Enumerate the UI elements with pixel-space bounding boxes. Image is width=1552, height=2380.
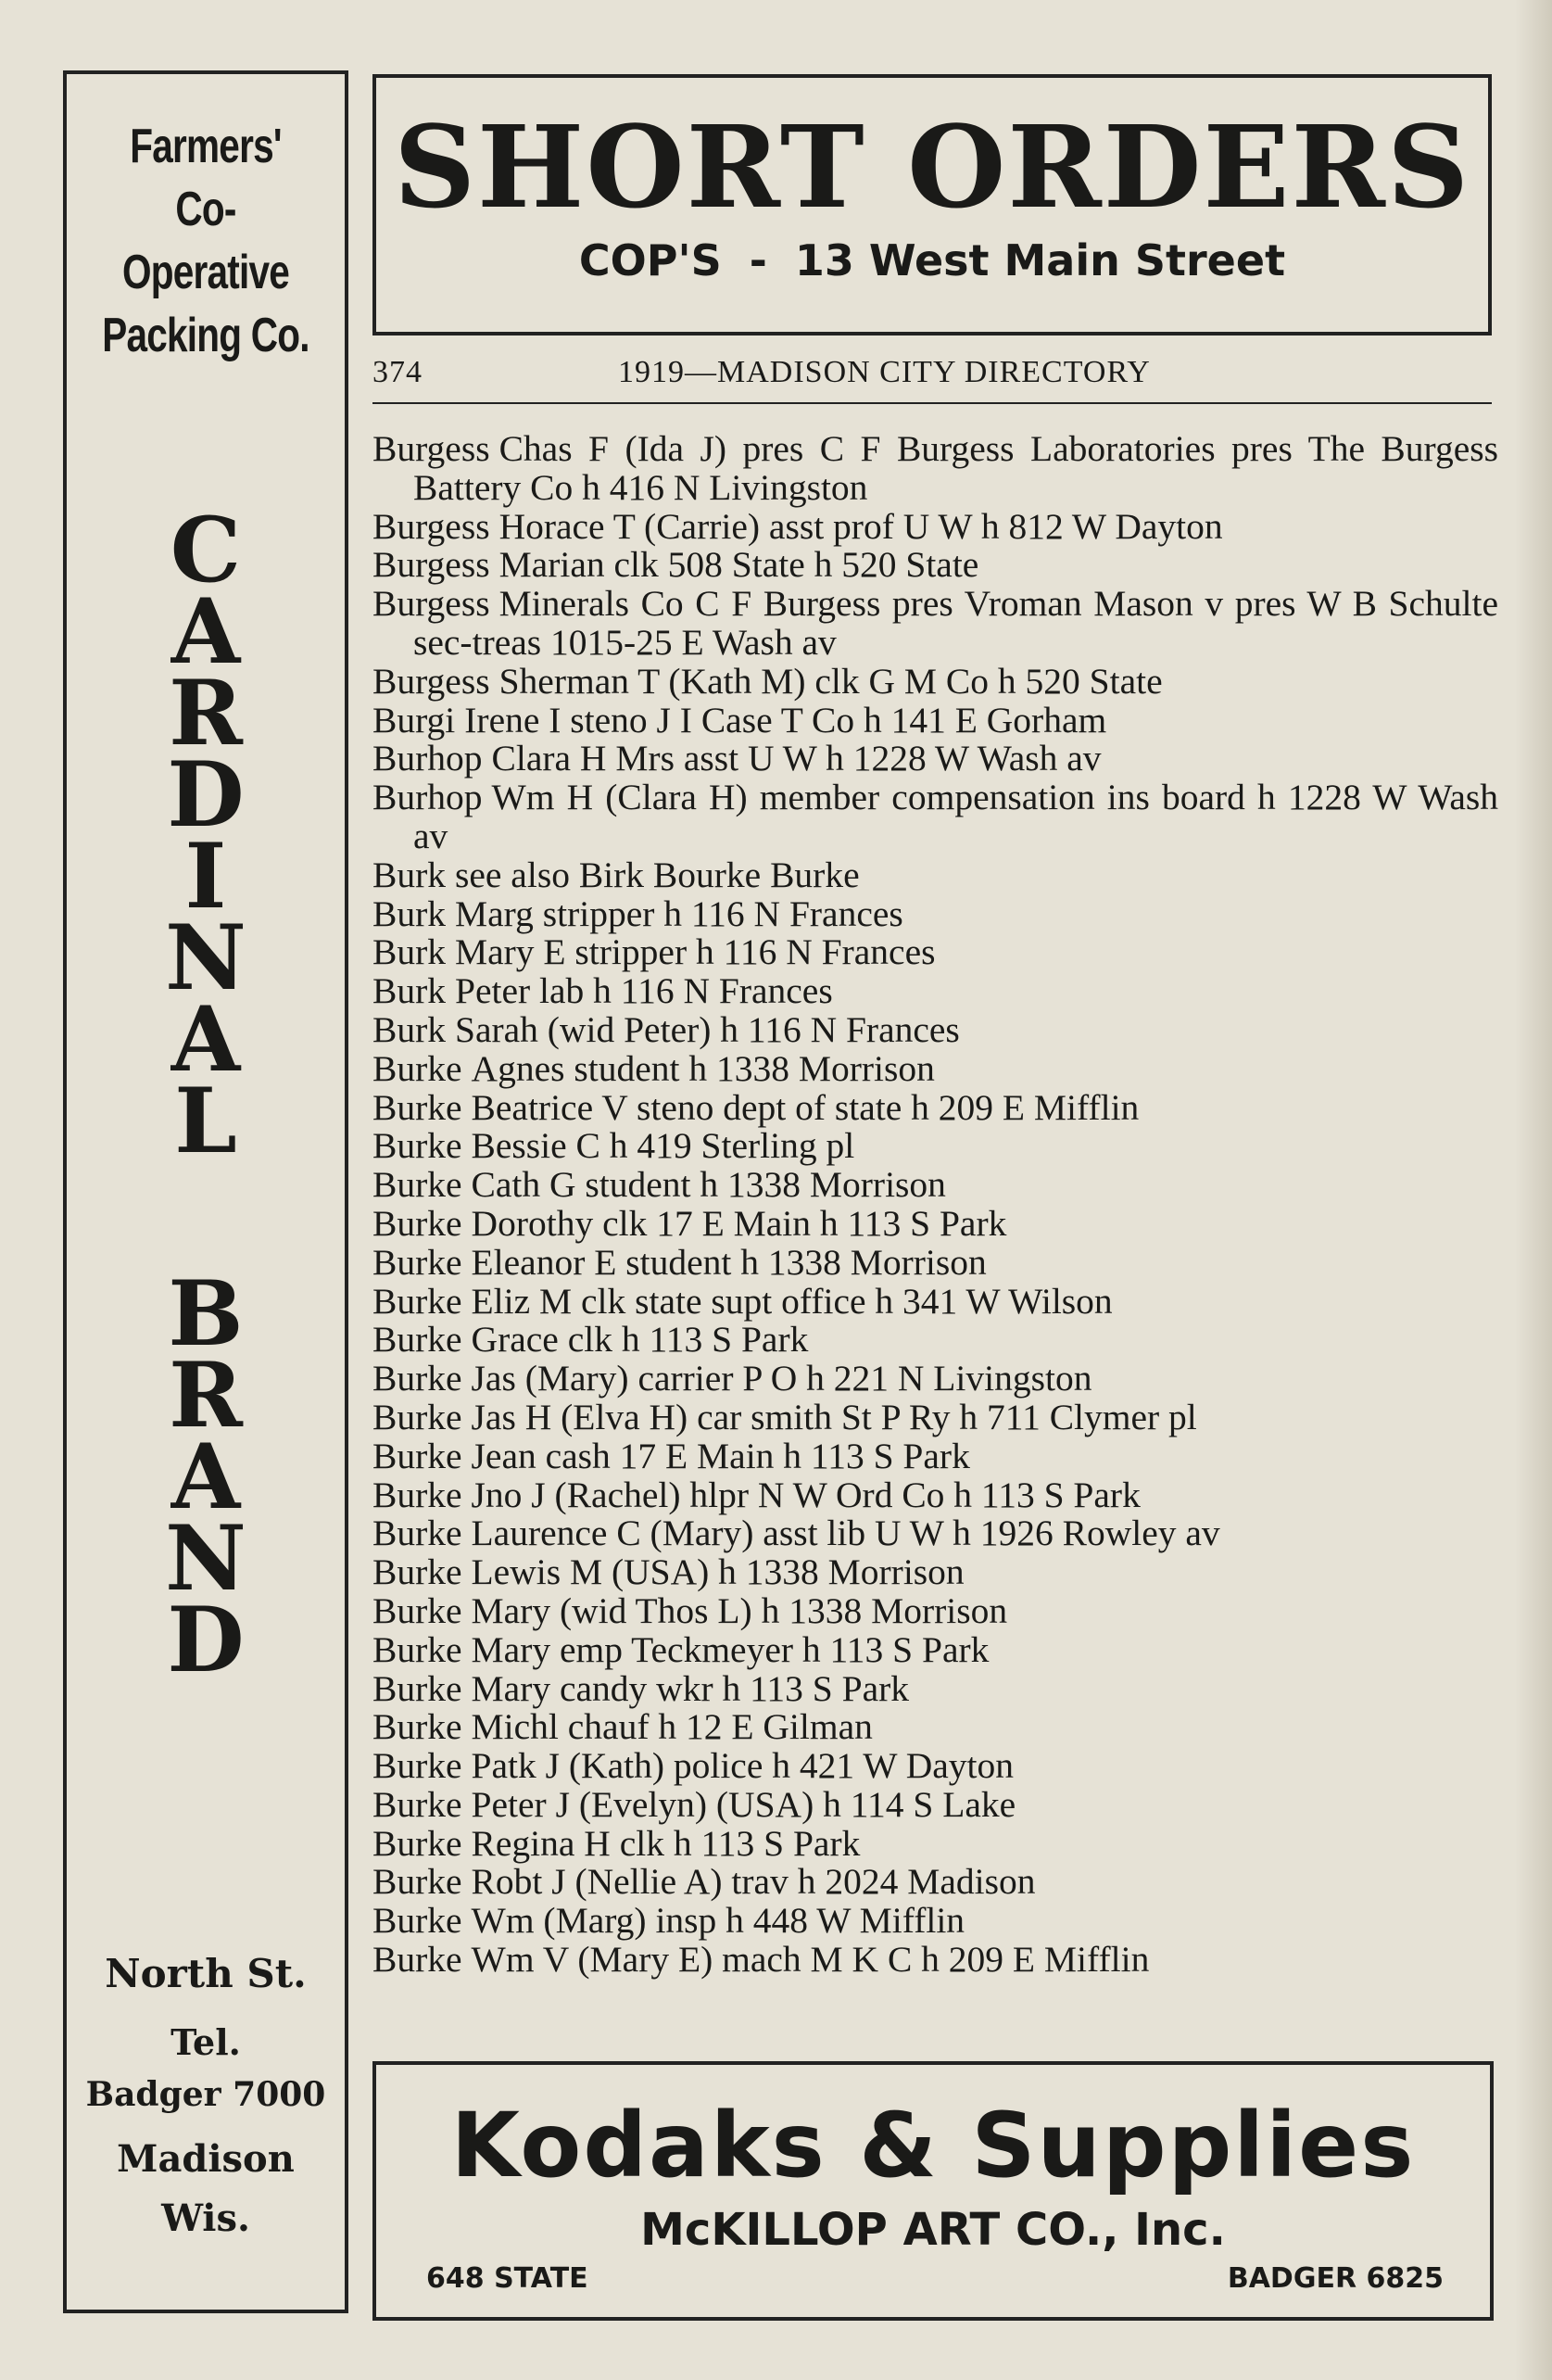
entry-details: Mary emp Teckmeyer h 113 S Park	[471, 1628, 990, 1670]
top-advertisement	[372, 74, 1492, 335]
entry-surname: Burk	[372, 892, 446, 934]
directory-entry	[372, 505, 1498, 547]
ad-bottom-company: McKILLOP ART CO., Inc.	[640, 2204, 1226, 2256]
running-head	[372, 350, 1492, 404]
company-line: Packing Co.	[102, 309, 309, 362]
directory-entry	[372, 1127, 1498, 1166]
directory-entry	[372, 546, 1498, 585]
entry-surname: Burke	[372, 1706, 462, 1748]
directory-entry	[372, 1863, 1498, 1902]
entry-surname: Burk	[372, 931, 446, 973]
directory-entry	[372, 779, 1498, 856]
entry-surname: Burgess	[372, 428, 490, 469]
directory-entry	[372, 1476, 1498, 1515]
ad-bottom-phone: BADGER 6825	[1227, 2262, 1444, 2295]
brand-letter: C	[170, 498, 242, 602]
directory-entry	[372, 1202, 1498, 1244]
entry-surname: Burgess	[372, 544, 490, 586]
brand-letter: R	[169, 1343, 243, 1448]
page-edge	[1515, 0, 1552, 2380]
directory-entry	[372, 972, 1498, 1011]
entry-surname: Burke	[372, 1939, 462, 1981]
entry-details: Mary E stripper h 116 N Frances	[455, 931, 936, 973]
entry-surname: Burgess	[372, 583, 490, 625]
entry-details: Regina H clk h 113 S Park	[471, 1822, 861, 1864]
entry-details: Robt J (Nellie A) trav h 2024 Madison	[471, 1861, 1036, 1903]
directory-entry	[372, 1437, 1498, 1476]
brand-vertical-text	[67, 498, 345, 1692]
entry-surname: Burke	[372, 1435, 462, 1476]
entry-surname: Burke	[372, 1861, 462, 1903]
directory-entry	[372, 892, 1498, 934]
brand-letter: L	[174, 1069, 237, 1173]
entry-details: Patk J (Kath) police h 421 W Dayton	[471, 1745, 1015, 1787]
sidebar-street: North St.	[105, 1951, 307, 1996]
company-line: Co-Operative	[121, 183, 290, 299]
brand-letter: N	[165, 1506, 246, 1611]
entry-surname: Burke	[372, 1396, 462, 1437]
entry-details: Eliz M clk state supt office h 341 W Wilson	[471, 1280, 1113, 1322]
entry-details: Sherman T (Kath M) clk G M Co h 520 State	[498, 660, 1163, 702]
entry-surname: Burke	[372, 1900, 462, 1942]
directory-entry	[372, 1902, 1498, 1941]
directory-entry	[372, 933, 1498, 972]
entry-details: Marian clk 508 State h 520 State	[498, 544, 979, 586]
entry-details: Mary candy wkr h 113 S Park	[471, 1667, 910, 1709]
ad-top-separator: -	[749, 235, 767, 285]
brand-letter: B	[168, 1261, 244, 1366]
brand-letter: A	[170, 1424, 241, 1529]
entry-surname: Burgi	[372, 699, 456, 741]
entry-surname: Burke	[372, 1047, 462, 1089]
entry-details: Wm V (Mary E) mach M K C h 209 E Mifflin	[471, 1939, 1150, 1981]
sidebar-contact	[67, 1946, 345, 2248]
entry-details: Michl chauf h 12 E Gilman	[471, 1706, 873, 1748]
entry-surname: Burke	[372, 1783, 462, 1825]
entry-details: Mary (wid Thos L) h 1338 Morrison	[471, 1589, 1008, 1631]
entry-surname: Burke	[372, 1086, 462, 1128]
entry-surname: Burke	[372, 1822, 462, 1864]
entry-surname: Burgess	[372, 660, 490, 702]
entry-surname: Burhop	[372, 777, 483, 818]
entry-details: Minerals Co C F Burgess pres Vroman Mason v pres W B Schulte sec-treas 1015-25 E Wash av	[413, 583, 1498, 663]
brand-letter: D	[167, 1588, 245, 1692]
entry-details: Horace T (Carrie) asst prof U W h 812 W Dayton	[498, 505, 1223, 547]
entry-details: Clara H Mrs asst U W h 1228 W Wash av	[491, 738, 1102, 779]
entry-details: Jas (Mary) carrier P O h 221 N Livingston	[471, 1358, 1092, 1399]
ad-top-name: COP'S	[578, 235, 722, 285]
brand-letter: A	[170, 987, 241, 1092]
entry-details: Wm H (Clara H) member compensation ins board h 1228 W Wash av	[413, 777, 1498, 856]
directory-entry	[372, 1047, 1498, 1089]
entry-surname: Burke	[372, 1358, 462, 1399]
entry-surname: Burke	[372, 1202, 462, 1244]
directory-entry	[372, 1321, 1498, 1360]
ad-bottom-headline: Kodaks & Supplies	[450, 2094, 1416, 2197]
directory-entry	[372, 1783, 1498, 1825]
entry-surname: Burhop	[372, 738, 483, 779]
ad-bottom-address: 648 STATE	[426, 2262, 588, 2295]
directory-entry	[372, 660, 1498, 702]
entry-surname: Burke	[372, 1589, 462, 1631]
entry-details: Jno J (Rachel) hlpr N W Ord Co h 113 S Park	[471, 1474, 1141, 1515]
entry-surname: Burke	[372, 1241, 462, 1283]
brand-letter: N	[165, 905, 246, 1010]
directory-entry	[372, 1241, 1498, 1283]
entry-surname: Burke	[372, 1513, 462, 1554]
sidebar-company-name	[97, 115, 314, 367]
entry-details: Agnes student h 1338 Morrison	[471, 1047, 935, 1089]
page-number: 374	[372, 355, 423, 389]
entry-details: Irene I steno J I Case T Co h 141 E Gorham	[464, 699, 1107, 741]
directory-entry	[372, 1086, 1498, 1128]
directory-entry	[372, 1667, 1498, 1709]
entry-surname: Burk	[372, 970, 446, 1012]
entry-surname: Burk	[372, 1008, 446, 1050]
ad-top-address: 13 West Main Street	[794, 235, 1286, 285]
directory-entry	[372, 1747, 1498, 1786]
directory-entry	[372, 430, 1498, 508]
directory-entry	[372, 1941, 1498, 1980]
directory-entry	[372, 740, 1498, 779]
brand-letter: A	[170, 579, 241, 684]
brand-gap	[67, 1162, 345, 1273]
entry-surname: Burke	[372, 1745, 462, 1787]
entry-surname: Burk	[372, 854, 446, 895]
entry-details: Laurence C (Mary) asst lib U W h 1926 Rowley av	[471, 1513, 1220, 1554]
page-title: 1919—MADISON CITY DIRECTORY	[618, 355, 1151, 389]
entry-details: Marg stripper h 116 N Frances	[455, 892, 903, 934]
entry-surname: Burgess	[372, 505, 490, 547]
brand-letter: R	[169, 661, 243, 766]
directory-entry	[372, 856, 1498, 895]
directory-entry	[372, 1280, 1498, 1322]
directory-entry	[372, 1396, 1498, 1437]
entry-surname: Burke	[372, 1474, 462, 1515]
sidebar-tel-label: Tel.	[170, 2021, 241, 2063]
company-line: Farmers'	[130, 120, 282, 173]
entry-surname: Burke	[372, 1319, 462, 1361]
directory-entry	[372, 699, 1498, 741]
entry-details: Peter J (Evelyn) (USA) h 114 S Lake	[471, 1783, 1016, 1825]
entry-details: Beatrice V steno dept of state h 209 E Mifflin	[471, 1086, 1140, 1128]
entry-surname: Burke	[372, 1164, 462, 1206]
ad-top-headline: SHORT ORDERS	[393, 100, 1471, 234]
sidebar-phone: Badger 7000	[85, 2075, 326, 2114]
entry-surname: Burke	[372, 1551, 462, 1593]
directory-entry	[372, 1628, 1498, 1670]
entry-surname: Burke	[372, 1280, 462, 1322]
entry-surname: Burke	[372, 1125, 462, 1167]
entry-details: Lewis M (USA) h 1338 Morrison	[471, 1551, 965, 1593]
directory-entry	[372, 1166, 1498, 1205]
entry-details: Wm (Marg) insp h 448 W Mifflin	[471, 1900, 965, 1942]
bottom-advertisement	[372, 2061, 1494, 2321]
entry-details: Jean cash 17 E Main h 113 S Park	[471, 1435, 970, 1476]
sidebar-advertisement	[63, 70, 348, 2313]
directory-entry	[372, 1708, 1498, 1747]
directory-entry	[372, 1008, 1498, 1050]
directory-entry	[372, 1822, 1498, 1864]
directory-listings	[372, 430, 1498, 1980]
directory-entry	[372, 1589, 1498, 1631]
entry-details: see also Birk Bourke Burke	[455, 854, 860, 895]
entry-surname: Burke	[372, 1667, 462, 1709]
directory-entry	[372, 1360, 1498, 1399]
sidebar-state: Wis.	[161, 2196, 250, 2240]
entry-details: Grace clk h 113 S Park	[471, 1319, 809, 1361]
brand-letter: I	[184, 824, 227, 929]
ad-top-subline	[376, 234, 1488, 287]
brand-letter: D	[167, 742, 245, 847]
entry-details: Bessie C h 419 Sterling pl	[471, 1125, 855, 1167]
directory-entry	[372, 1514, 1498, 1553]
entry-details: Peter lab h 116 N Frances	[455, 970, 833, 1012]
entry-details: Eleanor E student h 1338 Morrison	[471, 1241, 987, 1283]
entry-details: Sarah (wid Peter) h 116 N Frances	[455, 1008, 960, 1050]
sidebar-city: Madison	[117, 2137, 295, 2181]
entry-details: Dorothy clk 17 E Main h 113 S Park	[471, 1202, 1007, 1244]
entry-surname: Burke	[372, 1628, 462, 1670]
directory-entry	[372, 1553, 1498, 1592]
entry-details: Chas F (Ida J) pres C F Burgess Laboratories pres The Burgess Battery Co h 416 N Livingston	[413, 428, 1498, 508]
directory-entry	[372, 585, 1498, 663]
entry-details: Jas H (Elva H) car smith St P Ry h 711 Clymer pl	[471, 1396, 1197, 1437]
entry-details: Cath G student h 1338 Morrison	[471, 1164, 946, 1206]
